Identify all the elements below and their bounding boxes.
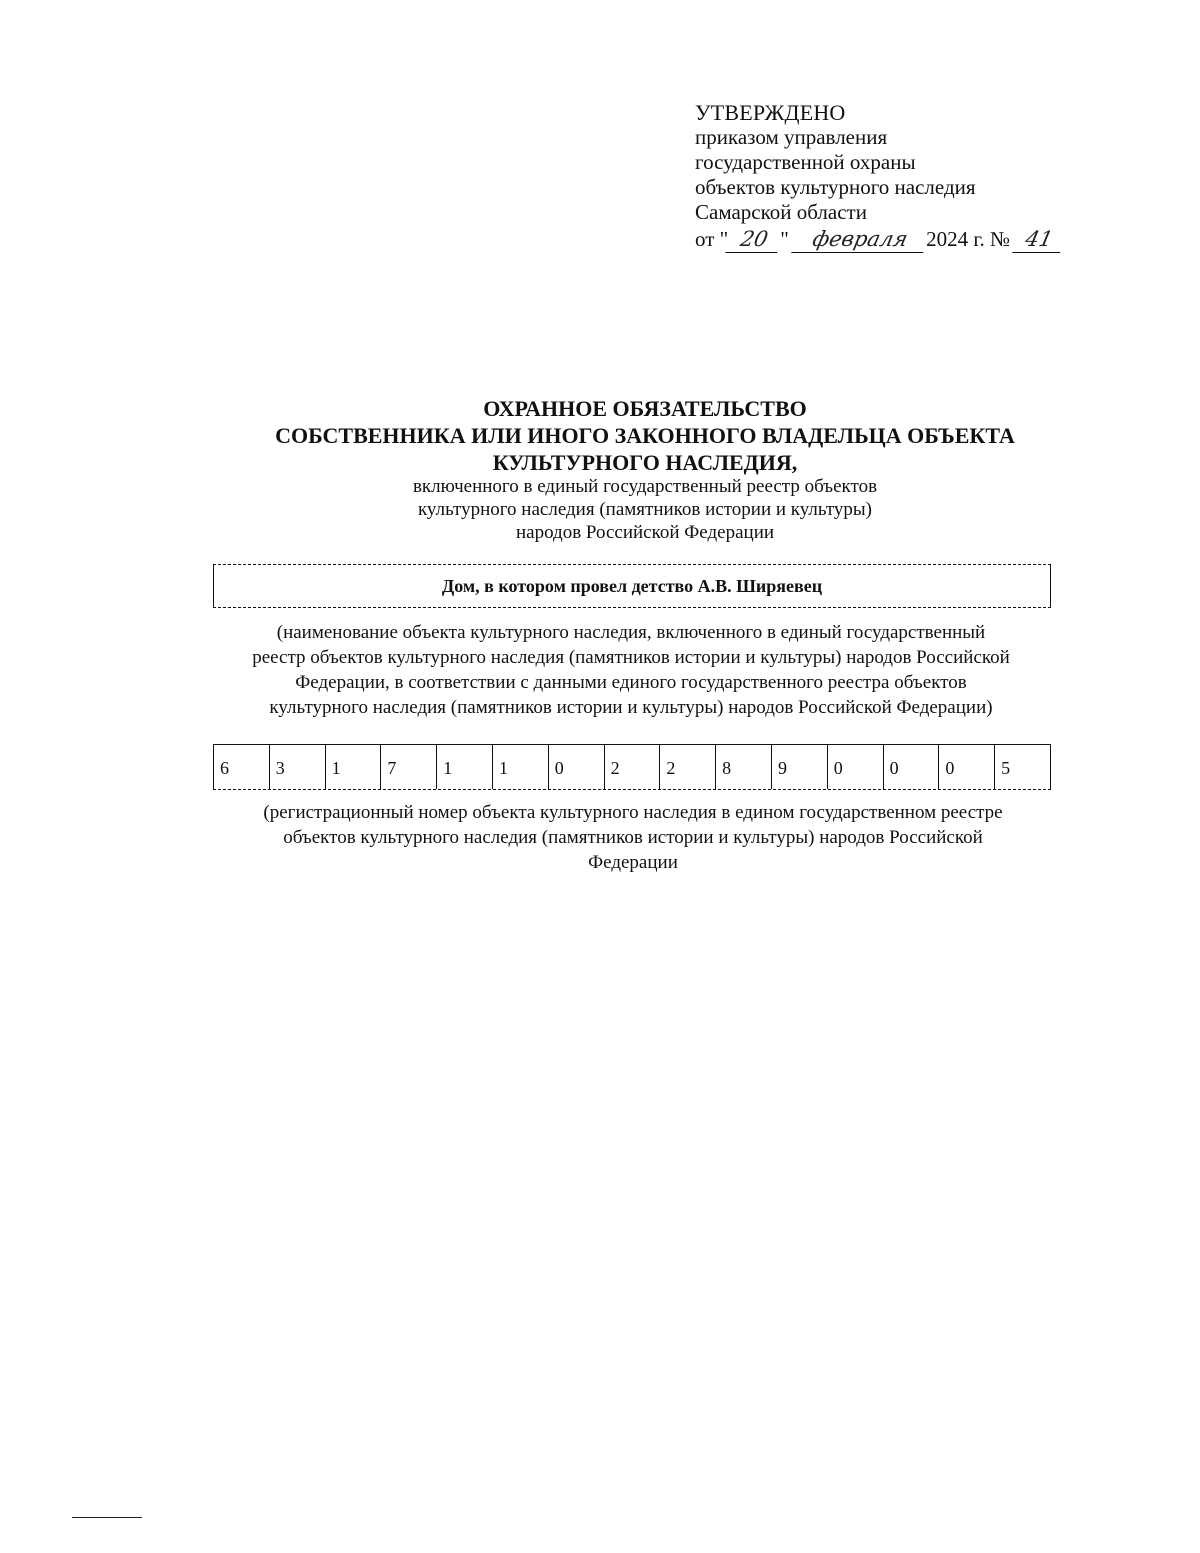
reg-digit-cell: 2: [604, 745, 660, 789]
registration-number-row: [213, 744, 1051, 790]
object-name: Дом, в котором провел детство А.В. Ширяевец: [441, 575, 823, 596]
heading-line: СОБСТВЕННИКА ИЛИ ИНОГО ЗАКОННОГО ВЛАДЕЛЬЦА ОБЪЕКТА: [275, 423, 1015, 448]
reg-digit-cell: 2: [659, 745, 715, 789]
caption-line: реестр объектов культурного наследия (памятников истории и культуры) народов Российской: [252, 647, 1010, 668]
reg-digit-cell: 0: [883, 745, 939, 789]
reg-digit-cell: 7: [380, 745, 436, 789]
heading-line: ОХРАННОЕ ОБЯЗАТЕЛЬСТВО: [483, 396, 807, 421]
caption-line: (регистрационный номер объекта культурного наследия в едином государственном реестре: [263, 802, 1003, 823]
reg-digit-cell: 0: [938, 745, 994, 789]
approval-line: государственной охраны: [695, 150, 916, 174]
caption-line: культурного наследия (памятников истории и культуры) народов Российской Федерации): [269, 697, 993, 718]
approval-line: объектов культурного наследия: [695, 175, 976, 199]
handwritten-day: 20: [725, 227, 783, 253]
reg-digit-cell: 0: [548, 745, 604, 789]
reg-digit-cell: 3: [269, 745, 325, 789]
footnote-rule: [72, 1517, 142, 1518]
handwritten-order-number: 41: [1013, 227, 1067, 253]
reg-digit-cell: 1: [436, 745, 492, 789]
document-subheading: [0, 475, 1200, 544]
registration-number-caption: [213, 800, 1053, 875]
approval-line: Самарской области: [695, 200, 867, 224]
object-name-caption: [213, 620, 1049, 720]
caption-line: Федерации, в соответствии с данными единого государственного реестра объектов: [295, 672, 967, 693]
handwritten-month: февраля: [791, 227, 929, 253]
heading-line: КУЛЬТУРНОГО НАСЛЕДИЯ,: [492, 450, 798, 475]
subheading-line: включенного в единый государственный реестр объектов: [412, 476, 878, 497]
caption-line: объектов культурного наследия (памятников истории и культуры) народов Российской: [283, 827, 983, 848]
approval-line: приказом управления: [695, 125, 888, 149]
order-date-line: [695, 227, 1063, 253]
approval-stamp: [695, 100, 1063, 253]
approval-title: УТВЕРЖДЕНО: [695, 100, 846, 125]
date-quote: ": [780, 227, 789, 251]
document-heading: [0, 395, 1200, 476]
caption-line: Федерации: [588, 852, 678, 873]
subheading-line: народов Российской Федерации: [515, 522, 775, 543]
reg-digit-cell: 6: [213, 745, 269, 789]
reg-digit-cell: 9: [771, 745, 827, 789]
date-prefix: от ": [695, 227, 729, 251]
date-year: 2024 г. №: [926, 227, 1011, 251]
reg-digit-cell: 1: [492, 745, 548, 789]
reg-digit-cell: 5: [994, 745, 1051, 789]
object-name-box: [213, 564, 1051, 608]
reg-digit-cell: 1: [325, 745, 381, 789]
caption-line: (наименование объекта культурного наследия, включенного в единый государственный: [276, 622, 986, 643]
reg-digit-cell: 0: [827, 745, 883, 789]
subheading-line: культурного наследия (памятников истории и культуры): [417, 499, 873, 520]
reg-digit-cell: 8: [715, 745, 771, 789]
